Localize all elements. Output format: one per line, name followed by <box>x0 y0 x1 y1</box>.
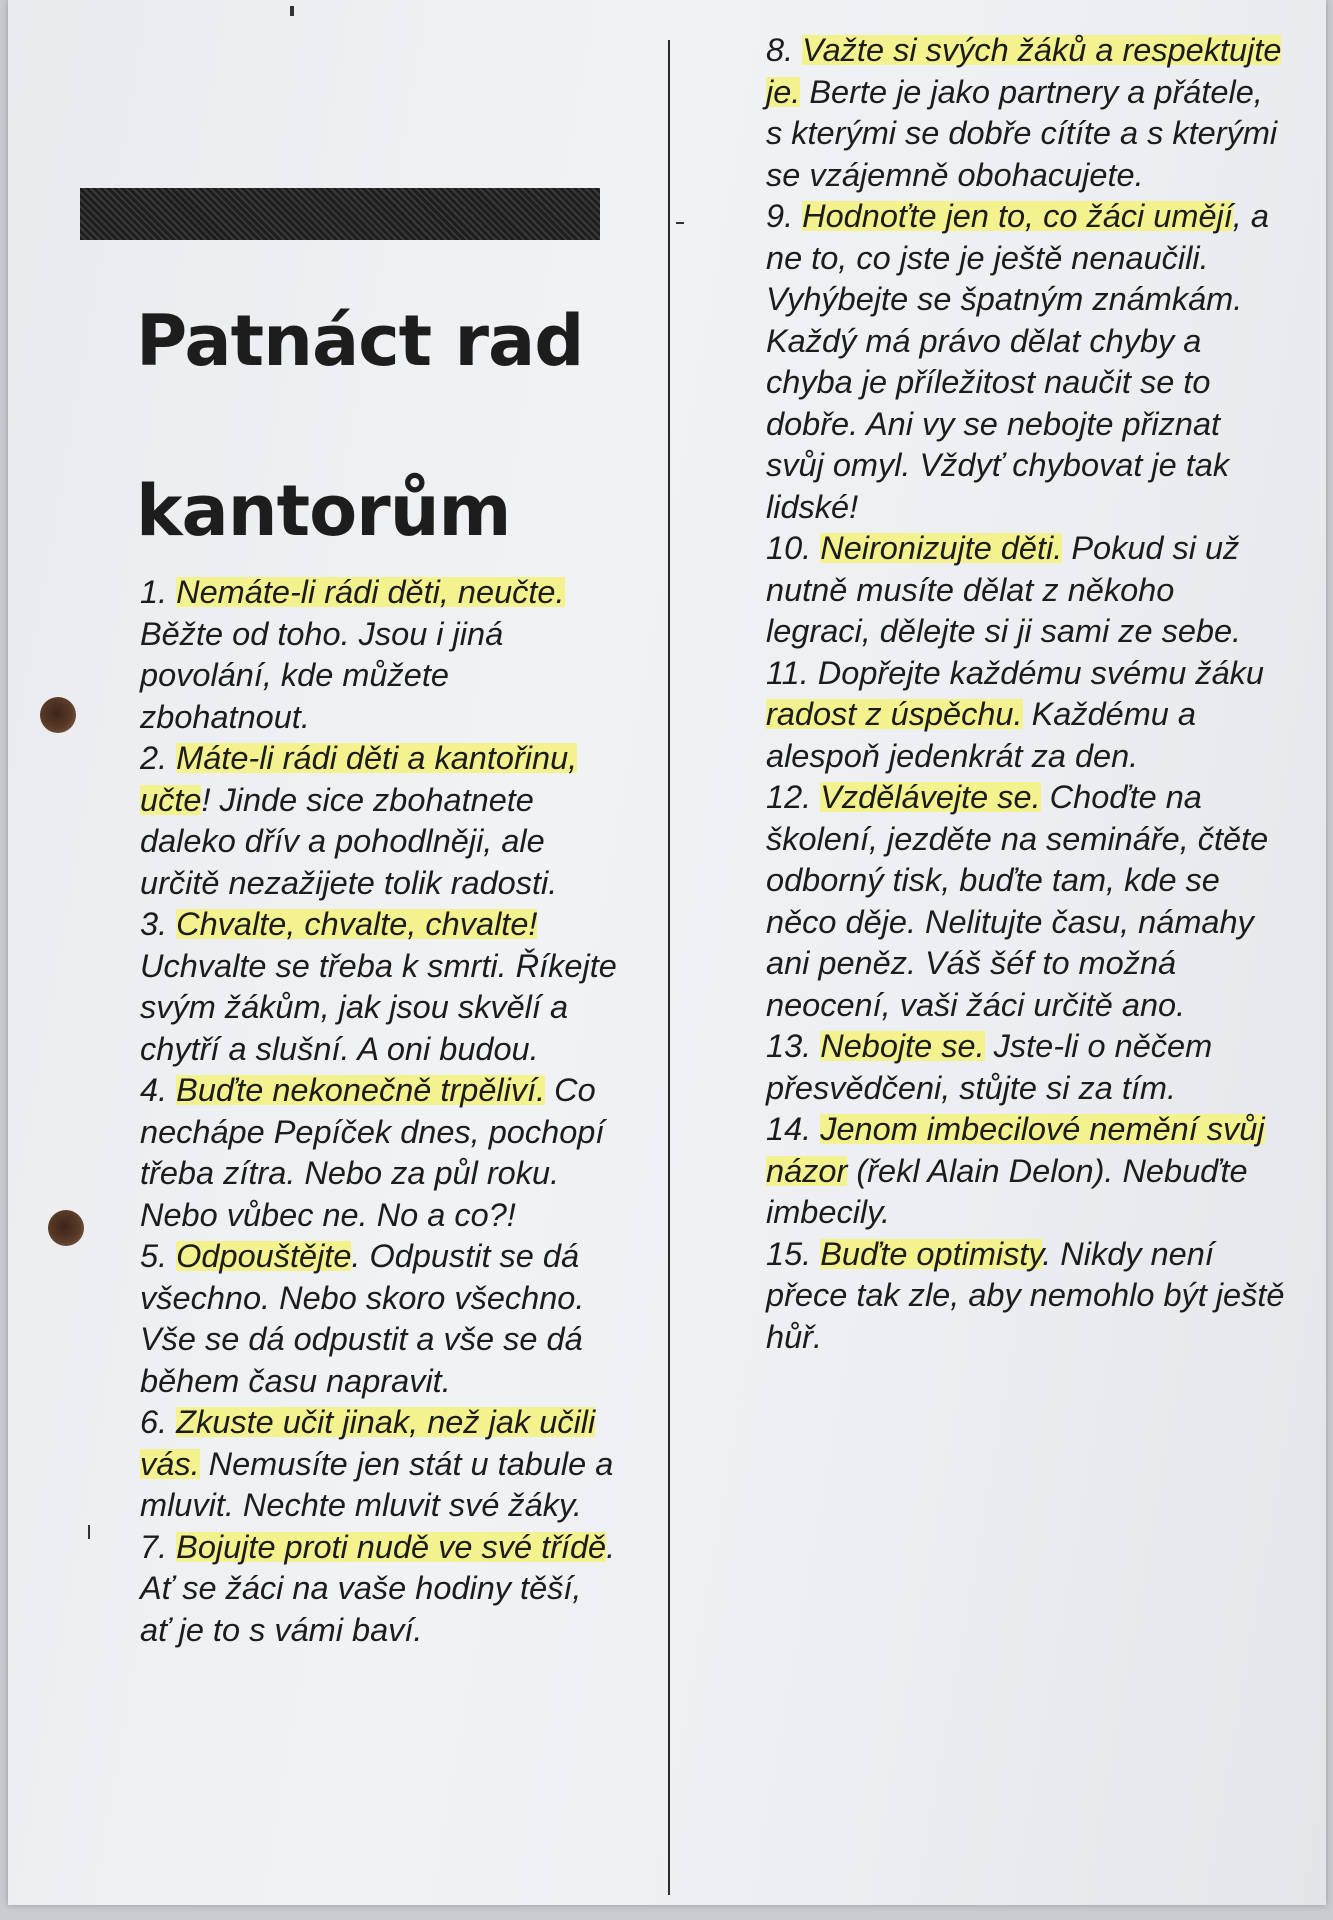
column-divider <box>668 40 670 1895</box>
rule-item: 1. Nemáte-li rádi děti, neučte. Běžte od toho. Jsou i jiná povolání, kde můžete zbohatnout. <box>140 574 565 735</box>
rule-item: 14. Jenom imbecilové nemění svůj názor (řekl Alain Delon). Nebuďte imbecily. <box>766 1111 1265 1230</box>
rule-item: 12. Vzdělávejte se. Choďte na školení, jezděte na semináře, čtěte odborný tisk, buďte tam, kde se něco děje. Nelitujte času, námahy ani peněz. Váš šéf to možná neocení, vaši žáci určitě ano. <box>766 779 1269 1023</box>
rule-item: 9. Hodnoťte jen to, co žáci umějí, a ne to, co jste je ještě nenaučili. Vyhýbejte se špatným známkám. Každý má právo dělat chyby a chyba je příležitost naučit se to dobře. Ani vy se nebojte přiznat svůj omyl. Vždyť chybovat je tak lidské! <box>766 198 1269 525</box>
rule-item: 13. Nebojte se. Jste-li o něčem přesvědčeni, stůjte si za tím. <box>766 1028 1213 1106</box>
rule-item: 6. Zkuste učit jinak, než jak učili vás. Nemusíte jen stát u tabule a mluvit. Nechte mluvit své žáky. <box>140 1404 614 1523</box>
left-column <box>140 572 620 1651</box>
rule-item: 7. Bojujte proti nudě ve své třídě. Ať se žáci na vaše hodiny těší, ať je to s vámi baví. <box>140 1528 616 1648</box>
title-line-1: Patnáct rad <box>136 300 584 382</box>
edge-mark <box>676 222 684 224</box>
rule-item: 15. Buďte optimisty. Nikdy není přece tak zle, aby nemohlo být ještě hůř. <box>766 1235 1285 1355</box>
paper-sheet <box>8 0 1326 1905</box>
rule-item: 11. Dopřejte každému svému žáku radost z úspěchu. Každému a alespoň jedenkrát za den. <box>766 654 1264 774</box>
header-black-bar <box>80 188 600 240</box>
punch-hole <box>40 697 76 733</box>
punch-hole <box>48 1210 84 1246</box>
edge-mark <box>290 6 294 16</box>
rule-item: 2. Máte-li rádi děti a kantořinu, učte! Jinde sice zbohatnete daleko dřív a pohodlněji, ale určitě nezažijete tolik radosti. <box>140 740 578 901</box>
title-line-2: kantorům <box>136 470 511 552</box>
right-column <box>766 30 1286 1358</box>
rule-item: 4. Buďte nekonečně trpěliví. Co nechápe Pepíček dnes, pochopí třeba zítra. Nebo za půl roku. Nebo vůbec ne. No a co?! <box>140 1072 605 1233</box>
rule-item: 8. Važte si svých žáků a respektujte je. Berte je jako partnery a přátele, s kterými se dobře cítíte a s kterými se vzájemně obohacujete. <box>766 32 1282 193</box>
rule-item: 10. Neironizujte děti. Pokud si už nutně musíte dělat z někoho legraci, dělejte si ji sami ze sebe. <box>766 530 1242 649</box>
rule-item: 3. Chvalte, chvalte, chvalte! Uchvalte se třeba k smrti. Říkejte svým žákům, jak jsou skvělí a chytří a slušní. A oni budou. <box>140 906 617 1067</box>
edge-mark <box>88 1525 90 1539</box>
rule-item: 5. Odpouštějte. Odpustit se dá všechno. Nebo skoro všechno. Vše se dá odpustit a vše se dá během času napravit. <box>140 1238 585 1399</box>
